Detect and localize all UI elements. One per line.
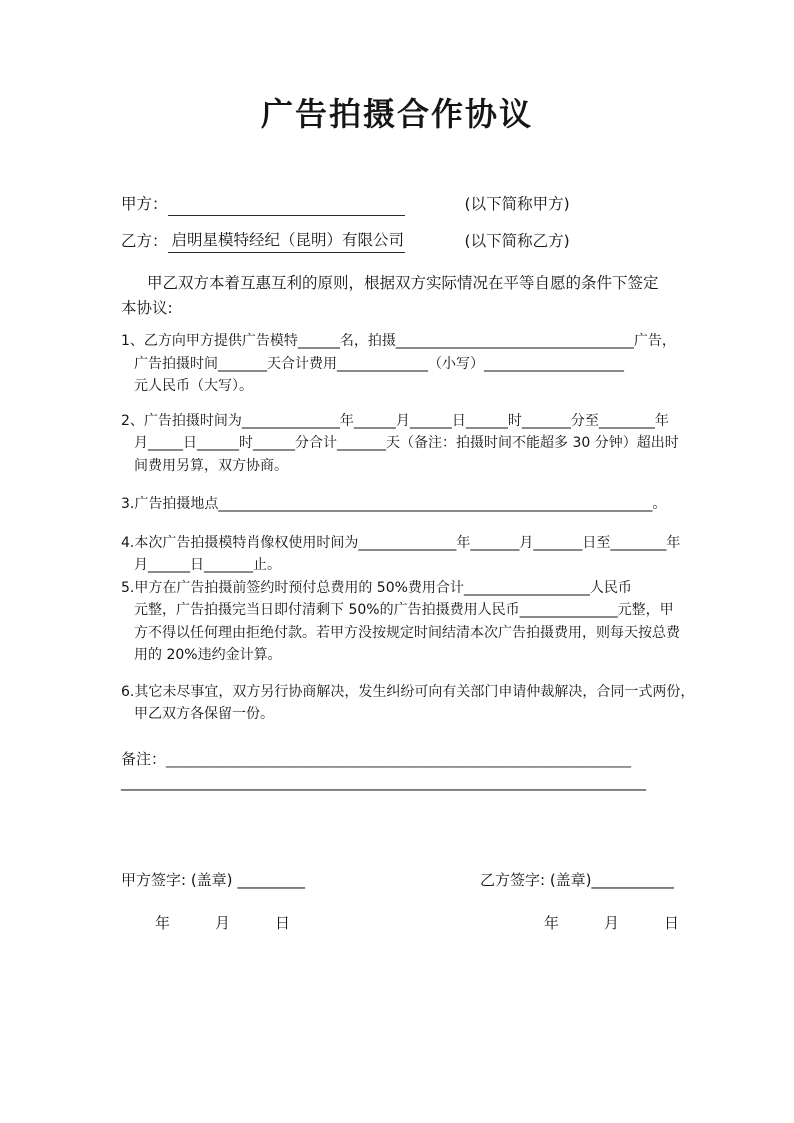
party-yi-row bbox=[121, 228, 677, 253]
party-jia-row bbox=[121, 192, 677, 216]
document-title: 广告拍摄合作协议 bbox=[260, 95, 533, 133]
clause-line: 1、乙方向甲方提供广告模特______名，拍摄__________________________________广告， bbox=[121, 333, 676, 349]
clause-line: 用的 20%违约金计算。 bbox=[134, 647, 282, 663]
clause-line: 月______日_______止。 bbox=[134, 557, 281, 573]
clause-4 bbox=[121, 532, 681, 577]
party-yi-note: (以下简称乙方) bbox=[464, 232, 570, 250]
remark-line bbox=[121, 748, 677, 771]
intro-line: 本协议: bbox=[121, 299, 173, 317]
clause-line: 6.其它未尽事宜，双方另行协商解决，发生纠纷可向有关部门申请仲裁解决，合同一式两份， bbox=[121, 683, 695, 700]
yi-signature-blank[interactable]: ___________ bbox=[591, 870, 675, 889]
clause-line: 2、广告拍摄时间为______________年______月______日______时_______分至________年 bbox=[121, 412, 669, 429]
clause-line: 广告拍摄时间_______天合计费用_____________（小写）____________________ bbox=[134, 355, 624, 372]
jia-signature-label: 甲方签字: (盖章) bbox=[121, 870, 233, 889]
remark-blank-1[interactable]: ______________________________________________________________ bbox=[166, 749, 632, 768]
jia-signature-blank[interactable]: _________ bbox=[237, 870, 306, 889]
remark-line bbox=[121, 771, 677, 794]
clause-line: 5.甲方在广告拍摄前签约时预付总费用的 50%费用合计__________________人民币 bbox=[121, 579, 632, 596]
yi-signature-label: 乙方签字: (盖章) bbox=[480, 870, 592, 889]
clause-line: 月_____日______时______分合计_______天（备注：拍摄时间不能超多 30 分钟）超出时 bbox=[134, 435, 679, 451]
remark-section bbox=[121, 748, 677, 794]
yi-signature-block bbox=[480, 869, 674, 892]
clause-line: 4.本次广告拍摄模特肖像权使用时间为______________年_______月_______日至________年 bbox=[121, 534, 681, 551]
clause-1 bbox=[121, 330, 677, 398]
clause-line: 元整，广告拍摄完当日即付清剩下 50%的广告拍摄费用人民币______________元整，甲 bbox=[134, 602, 674, 618]
clause-line: 间费用另算，双方协商。 bbox=[134, 457, 288, 474]
signature-date-row bbox=[121, 912, 680, 935]
intro-line: 甲乙双方本着互惠互利的原则，根据双方实际情况在平等自愿的条件下签定 bbox=[147, 274, 659, 292]
signature-row bbox=[121, 869, 677, 892]
jia-signature-block bbox=[121, 869, 480, 892]
remark-label: 备注： bbox=[121, 749, 167, 768]
clause-line: 3.广告拍摄地点______________________________________________________________。 bbox=[121, 496, 667, 512]
clause-2 bbox=[121, 410, 677, 478]
clause-line: 方不得以任何理由拒绝付款。若甲方没按规定时间结清本次广告拍摄费用，则每天按总费 bbox=[134, 624, 680, 641]
agreement-intro bbox=[121, 271, 677, 321]
clause-3 bbox=[121, 493, 677, 516]
clause-5 bbox=[121, 577, 680, 667]
document-body bbox=[121, 192, 695, 935]
party-yi-label: 乙方： bbox=[121, 232, 168, 250]
clause-6 bbox=[121, 681, 695, 726]
remark-blank-2[interactable]: ______________________________________________________________________ bbox=[121, 772, 646, 791]
party-yi-blank[interactable]: 启明星模特经纪（昆明）有限公司 bbox=[168, 228, 405, 253]
party-jia-label: 甲方： bbox=[121, 195, 168, 213]
party-jia-blank[interactable] bbox=[168, 194, 405, 216]
clause-line: 甲乙双方各保留一份。 bbox=[134, 706, 274, 722]
clause-line: 元人民币（大写）。 bbox=[134, 378, 253, 394]
jia-date-line: 年 月 日 bbox=[155, 913, 291, 932]
yi-date-line: 年 月 日 bbox=[544, 913, 680, 932]
party-jia-note: (以下简称甲方) bbox=[464, 195, 570, 213]
clause-list bbox=[121, 330, 695, 726]
